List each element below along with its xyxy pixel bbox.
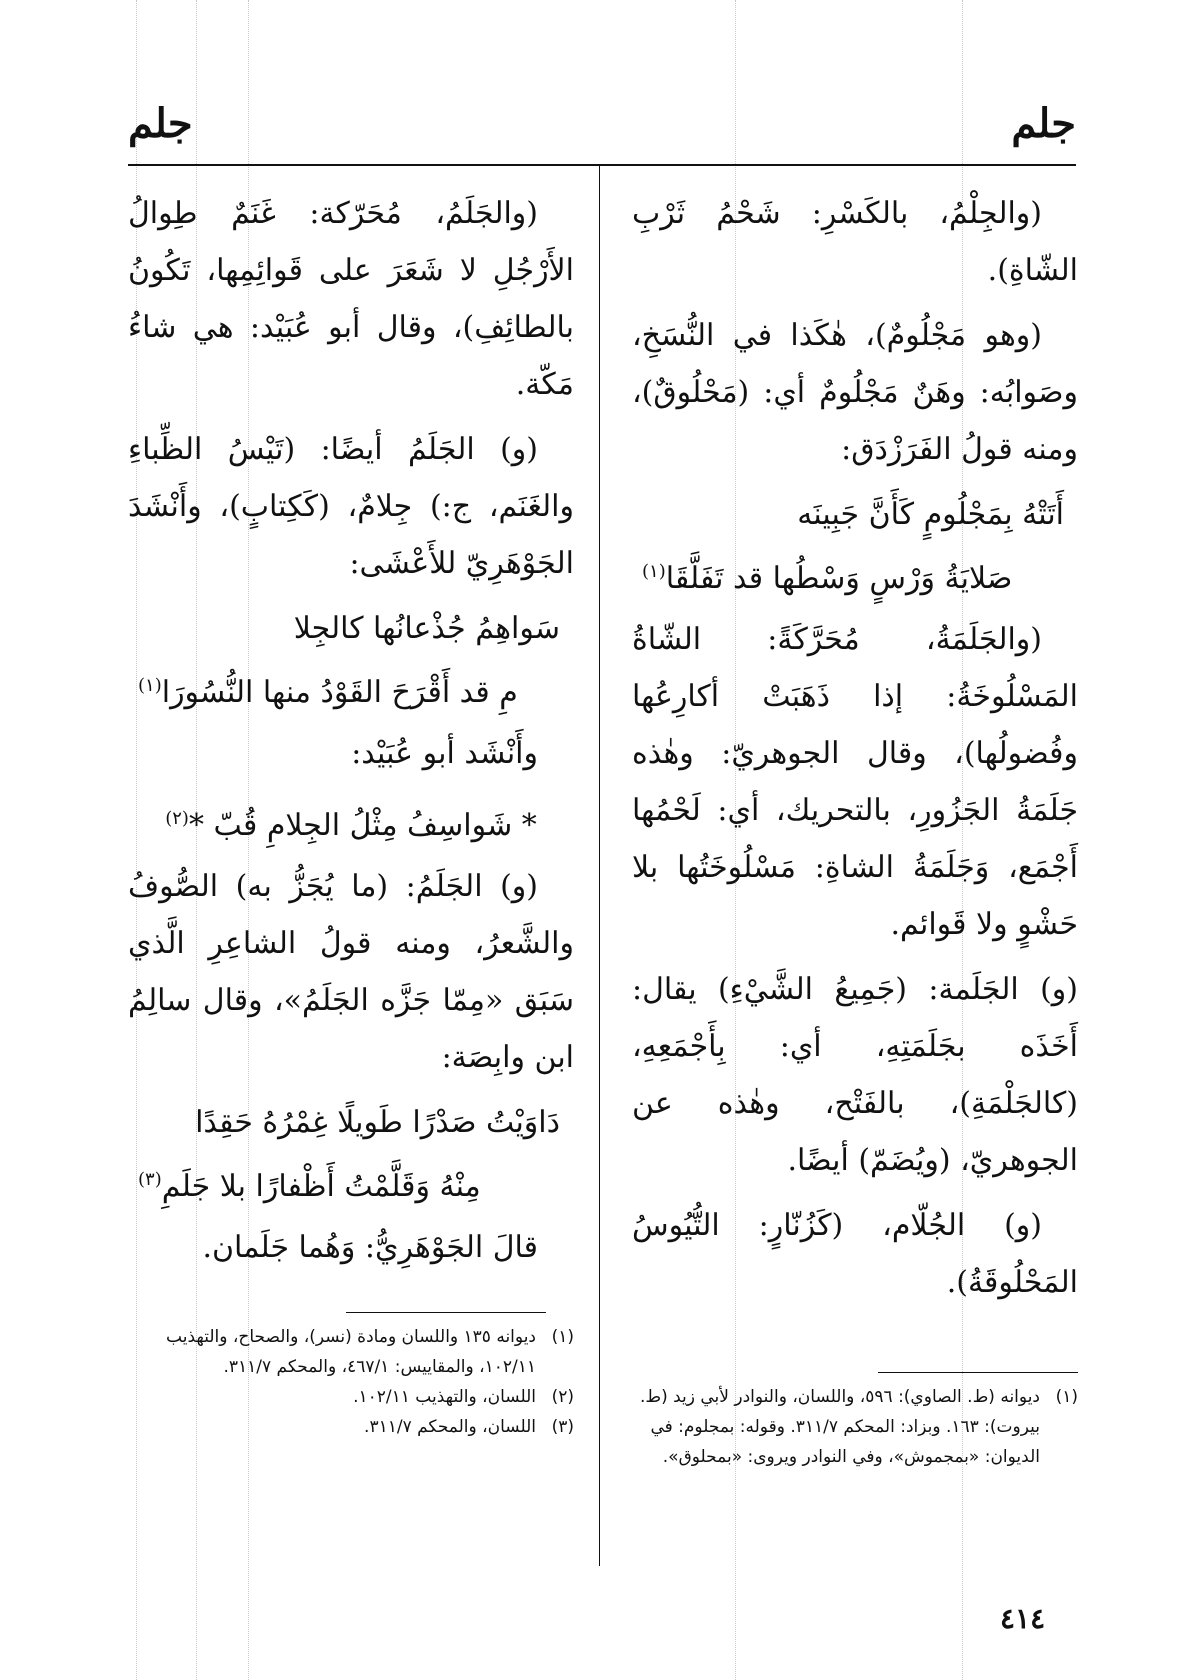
footnote-text: ديوانه ١٣٥ واللسان ومادة (نسر)، والصحاح، والتهذيب ١٠٢/١١، والمقاييس: ٤٦٧/١، والمحكم ٣١١/٧. bbox=[166, 1327, 536, 1377]
verse bbox=[128, 1094, 574, 1215]
paragraph: (والجَلَمُ، مُحَرّكة: غَنَمٌ طِوالُ الأَرْجُلِ لا شَعَرَ على قَوائِمِها، تَكُونُ بالطائِفِ)، وقال أبو عُبَيْد: هي شاءُ مَكّة. bbox=[128, 196, 574, 402]
verse-hemistich bbox=[128, 657, 574, 721]
footnote-number: (١) bbox=[551, 1327, 574, 1347]
verse-hemistich bbox=[128, 1151, 574, 1215]
verse-line bbox=[128, 790, 574, 854]
paragraph: (و) الجَلَمة: (جَمِيعُ الشَّيْءِ) يقال: أَخَذَه بجَلَمَتِهِ، أي: بِأَجْمَعِهِ، (كالجَلْمَةِ)، بالفَتْح، وهٰذه عن الجوهريّ، (ويُضَمّ) أيضًا. bbox=[632, 972, 1078, 1178]
footnote-marker: (١) bbox=[138, 675, 162, 696]
footnotes-left bbox=[128, 1322, 574, 1442]
paragraph: وأَنْشَد أبو عُبَيْد: bbox=[351, 736, 538, 771]
paragraph: (والجَلَمَةُ، مُحَرَّكَةً: الشّاةُ المَسْلُوخَةُ: إذا ذَهَبَتْ أكارِعُها وفُضولُها)، وقال الجوهريّ: وهٰذه جَلَمَةُ الجَزُورِ، بالتحريك، أي: لَحْمُها أَجْمَع، وَجَلَمَةُ الشاةِ: مَسْلُوخَتُها بلا حَشْوٍ ولا قَوائم. bbox=[632, 622, 1078, 942]
footnote-rule-left bbox=[346, 1312, 546, 1313]
footnotes-right bbox=[632, 1382, 1078, 1472]
paragraph: قالَ الجَوْهَرِيُّ: وَهُما جَلَمان. bbox=[202, 1230, 538, 1265]
verse bbox=[128, 600, 574, 721]
verse-text: * شَواسِفُ مِثْلُ الجِلامِ قُبّ * bbox=[188, 808, 537, 843]
running-header-right: جلم bbox=[1011, 100, 1076, 147]
footnote bbox=[128, 1382, 574, 1412]
right-column bbox=[632, 185, 1078, 1319]
header-rule bbox=[128, 164, 1076, 166]
footnote-text: اللسان، والمحكم ٣١١/٧. bbox=[364, 1417, 536, 1437]
footnote-number: (٢) bbox=[551, 1387, 574, 1407]
footnote-number: (١) bbox=[1055, 1387, 1078, 1407]
page-number: ٤١٤ bbox=[1000, 1602, 1046, 1635]
column-divider bbox=[599, 166, 600, 1566]
verse-hemistich: دَاوَيْتُ صَدْرًا طَويلًا غِمْرُهُ حَقِدًا bbox=[195, 1105, 560, 1140]
footnote-number: (٣) bbox=[551, 1417, 574, 1437]
running-header-left: جلم bbox=[128, 100, 193, 147]
verse-hemistich: أَتَتْهُ بِمَجْلُومٍ كَأَنَّ جَبِينَه bbox=[797, 497, 1064, 532]
footnote-marker: (١) bbox=[642, 561, 666, 582]
footnote-marker: (٢) bbox=[165, 808, 189, 829]
footnote bbox=[128, 1412, 574, 1442]
footnote-text: اللسان، والتهذيب ١٠٢/١١. bbox=[353, 1387, 536, 1407]
paragraph: (و) الجُلّام، (كَزُنّارٍ: التُّيُوسُ المَحْلُوقَةُ). bbox=[632, 1208, 1078, 1300]
verse bbox=[128, 790, 574, 854]
paragraph: (وهو مَجْلُومٌ)، هٰكَذا في النُّسَخِ، وصَوابُه: وهَنٌ مَجْلُومٌ أي: (مَحْلُوقٌ)، ومنه قولُ الفَرَزْدَق: bbox=[632, 318, 1078, 467]
left-column bbox=[128, 185, 574, 1284]
verse-hemistich: سَواهِمُ جُذْعانُها كالجِلا bbox=[293, 611, 560, 646]
paragraph: (و) الجَلَمُ أيضًا: (تَيْسُ الظِّباءِ والغَنَم، ج:) جِلامٌ، (كَكِتابٍ)، وأَنْشَدَ الجَوْهَرِيّ للأَعْشَى: bbox=[128, 432, 574, 581]
footnote bbox=[632, 1382, 1078, 1472]
footnote-marker: (٣) bbox=[138, 1169, 162, 1190]
verse-text: مِنْهُ وَقَلَّمْتُ أَظْفارًا بلا جَلَمِ bbox=[161, 1169, 481, 1204]
paragraph: (والجِلْمُ، بالكَسْرِ: شَحْمُ ثَرْبِ الشّاةِ). bbox=[632, 196, 1078, 288]
verse-text: صَلايَةُ وَرْسٍ وَسْطُها قد تَفَلَّقَا bbox=[665, 561, 1013, 596]
footnote-text: ديوانه (ط. الصاوي): ٥٩٦، واللسان، والنوادر لأبي زيد (ط. بيروت): ١٦٣. وبزاد: المحكم ٣١١/٧. وقوله: بمجلوم: في الديوان: «بمجموش»، وفي النوادر ويروى: «بمحلوق». bbox=[639, 1387, 1040, 1467]
verse bbox=[632, 486, 1078, 607]
paragraph: (و) الجَلَمُ: (ما يُجَزُّ به) الصُّوفُ والشَّعرُ، ومنه قولُ الشاعِرِ الَّذي سَبَق «مِمّا جَزَّه الجَلَمُ»، وقال سالِمُ ابن وابِصَة: bbox=[128, 869, 574, 1075]
verse-text: مِ قد أَقْرَحَ القَوْدُ منها النُّسُورَا bbox=[161, 675, 518, 710]
footnote-rule-right bbox=[878, 1372, 1078, 1373]
footnote bbox=[128, 1322, 574, 1382]
verse-hemistich bbox=[632, 543, 1078, 607]
